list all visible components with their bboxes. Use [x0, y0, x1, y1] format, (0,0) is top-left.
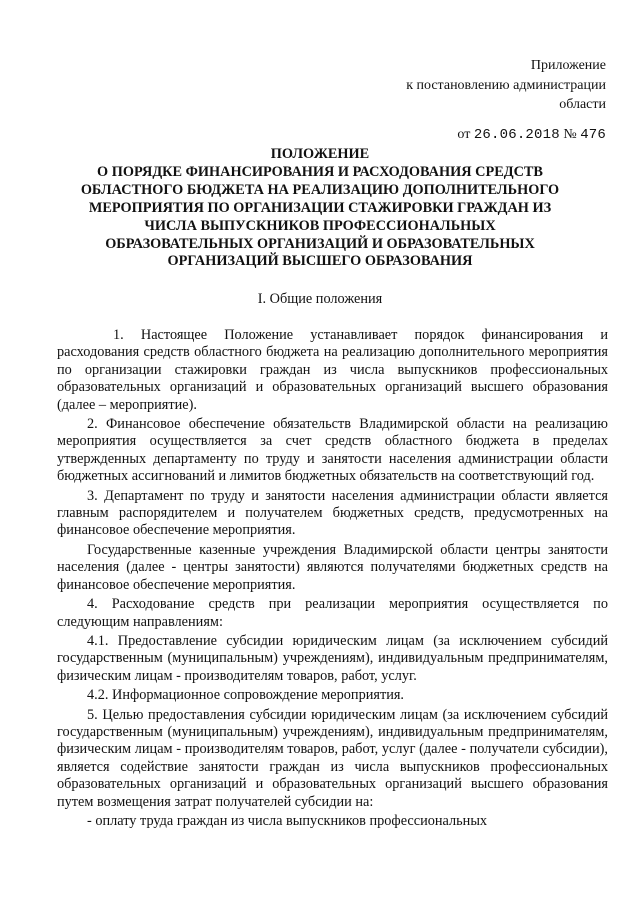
title-line-5: ЧИСЛА ВЫПУСКНИКОВ ПРОФЕССИОНАЛЬНЫХ: [144, 217, 496, 234]
annex-block: [366, 56, 606, 145]
title-line-3: ОБЛАСТНОГО БЮДЖЕТА НА РЕАЛИЗАЦИЮ ДОПОЛНИТЕЛЬНОГО: [80, 181, 560, 198]
paragraph-4-2: 4.2. Информационное сопровождение мероприятия.: [87, 687, 405, 704]
title-line-7: ОРГАНИЗАЦИЙ ВЫСШЕГО ОБРАЗОВАНИЯ: [167, 253, 473, 270]
date-prefix: от: [457, 126, 471, 142]
paragraph-5: 5. Целью предоставления субсидии юридическим лицам (за исключением субсидий государственным (муниципальным) учреждениям), индивидуальным предпринимателям, физическим лицам - производителям товаров, работ, услуг (далее - получатели субсидии), является содействие занятости граждан из числа выпускников профессиональных образовательных организаций и образовательных организаций высшего образования путем возмещения затрат получателей субсидии на:: [57, 706, 608, 810]
title-line-4: МЕРОПРИЯТИЯ ПО ОРГАНИЗАЦИИ СТАЖИРОВКИ ГРАЖДАН ИЗ: [88, 199, 552, 216]
title-line-6: ОБРАЗОВАТЕЛЬНЫХ ОРГАНИЗАЦИЙ И ОБРАЗОВАТЕЛЬНЫХ: [105, 235, 535, 252]
document-title: [70, 146, 570, 271]
paragraph-3-cont: Государственные казенные учреждения Владимирской области центры занятости населения (далее - центры занятости) являются получателями бюджетных средств на финансовое обеспечение мероприятия.: [57, 541, 608, 593]
title-line-2: О ПОРЯДКЕ ФИНАНСИРОВАНИЯ И РАСХОДОВАНИЯ СРЕДСТВ: [97, 163, 543, 180]
annex-region: области: [559, 97, 606, 112]
section-heading: I. Общие положения: [257, 291, 383, 307]
paragraph-4: 4. Расходование средств при реализации мероприятия осуществляется по следующим направлениям:: [57, 596, 608, 630]
title-line-1: ПОЛОЖЕНИЕ: [270, 146, 370, 162]
paragraph-1: 1. Настоящее Положение устанавливает порядок финансирования и расходования средств областного бюджета на реализацию дополнительного мероприятия по организации стажировки граждан из числа выпускников профессиональных образовательных организаций и образовательных организаций высшего образования (далее – мероприятие).: [57, 327, 608, 413]
paragraph-5-item: - оплату труда граждан из числа выпускников профессиональных: [87, 812, 488, 829]
date-value: 26.06.2018: [473, 126, 560, 143]
annex-reference: к постановлению администрации: [406, 77, 606, 93]
paragraph-3: 3. Департамент по труду и занятости населения администрации области является главным распорядителем и получателем бюджетных средств, предусмотренных на финансовое обеспечение мероприятия.: [57, 487, 608, 539]
document-body: [57, 327, 608, 832]
paragraph-4-1: 4.1. Предоставление субсидии юридическим лицам (за исключением субсидий государственным (муниципальным) учреждениям), индивидуальным предпринимателям, физическим лицам - производителям товаров, работ, услуг.: [57, 632, 608, 684]
annex-label: Приложение: [530, 58, 606, 73]
number-value: 476: [580, 126, 606, 143]
paragraph-2: 2. Финансовое обеспечение обязательств Владимирской области на реализацию мероприятия осуществляется за счет средств областного бюджета в пределах утвержденных департаменту по труду и занятости населения администрации области бюджетных ассигнований и лимитов бюджетных обязательств на соответствующий год.: [57, 416, 608, 485]
number-sign: №: [563, 126, 577, 142]
annex-date-line: [366, 125, 606, 146]
